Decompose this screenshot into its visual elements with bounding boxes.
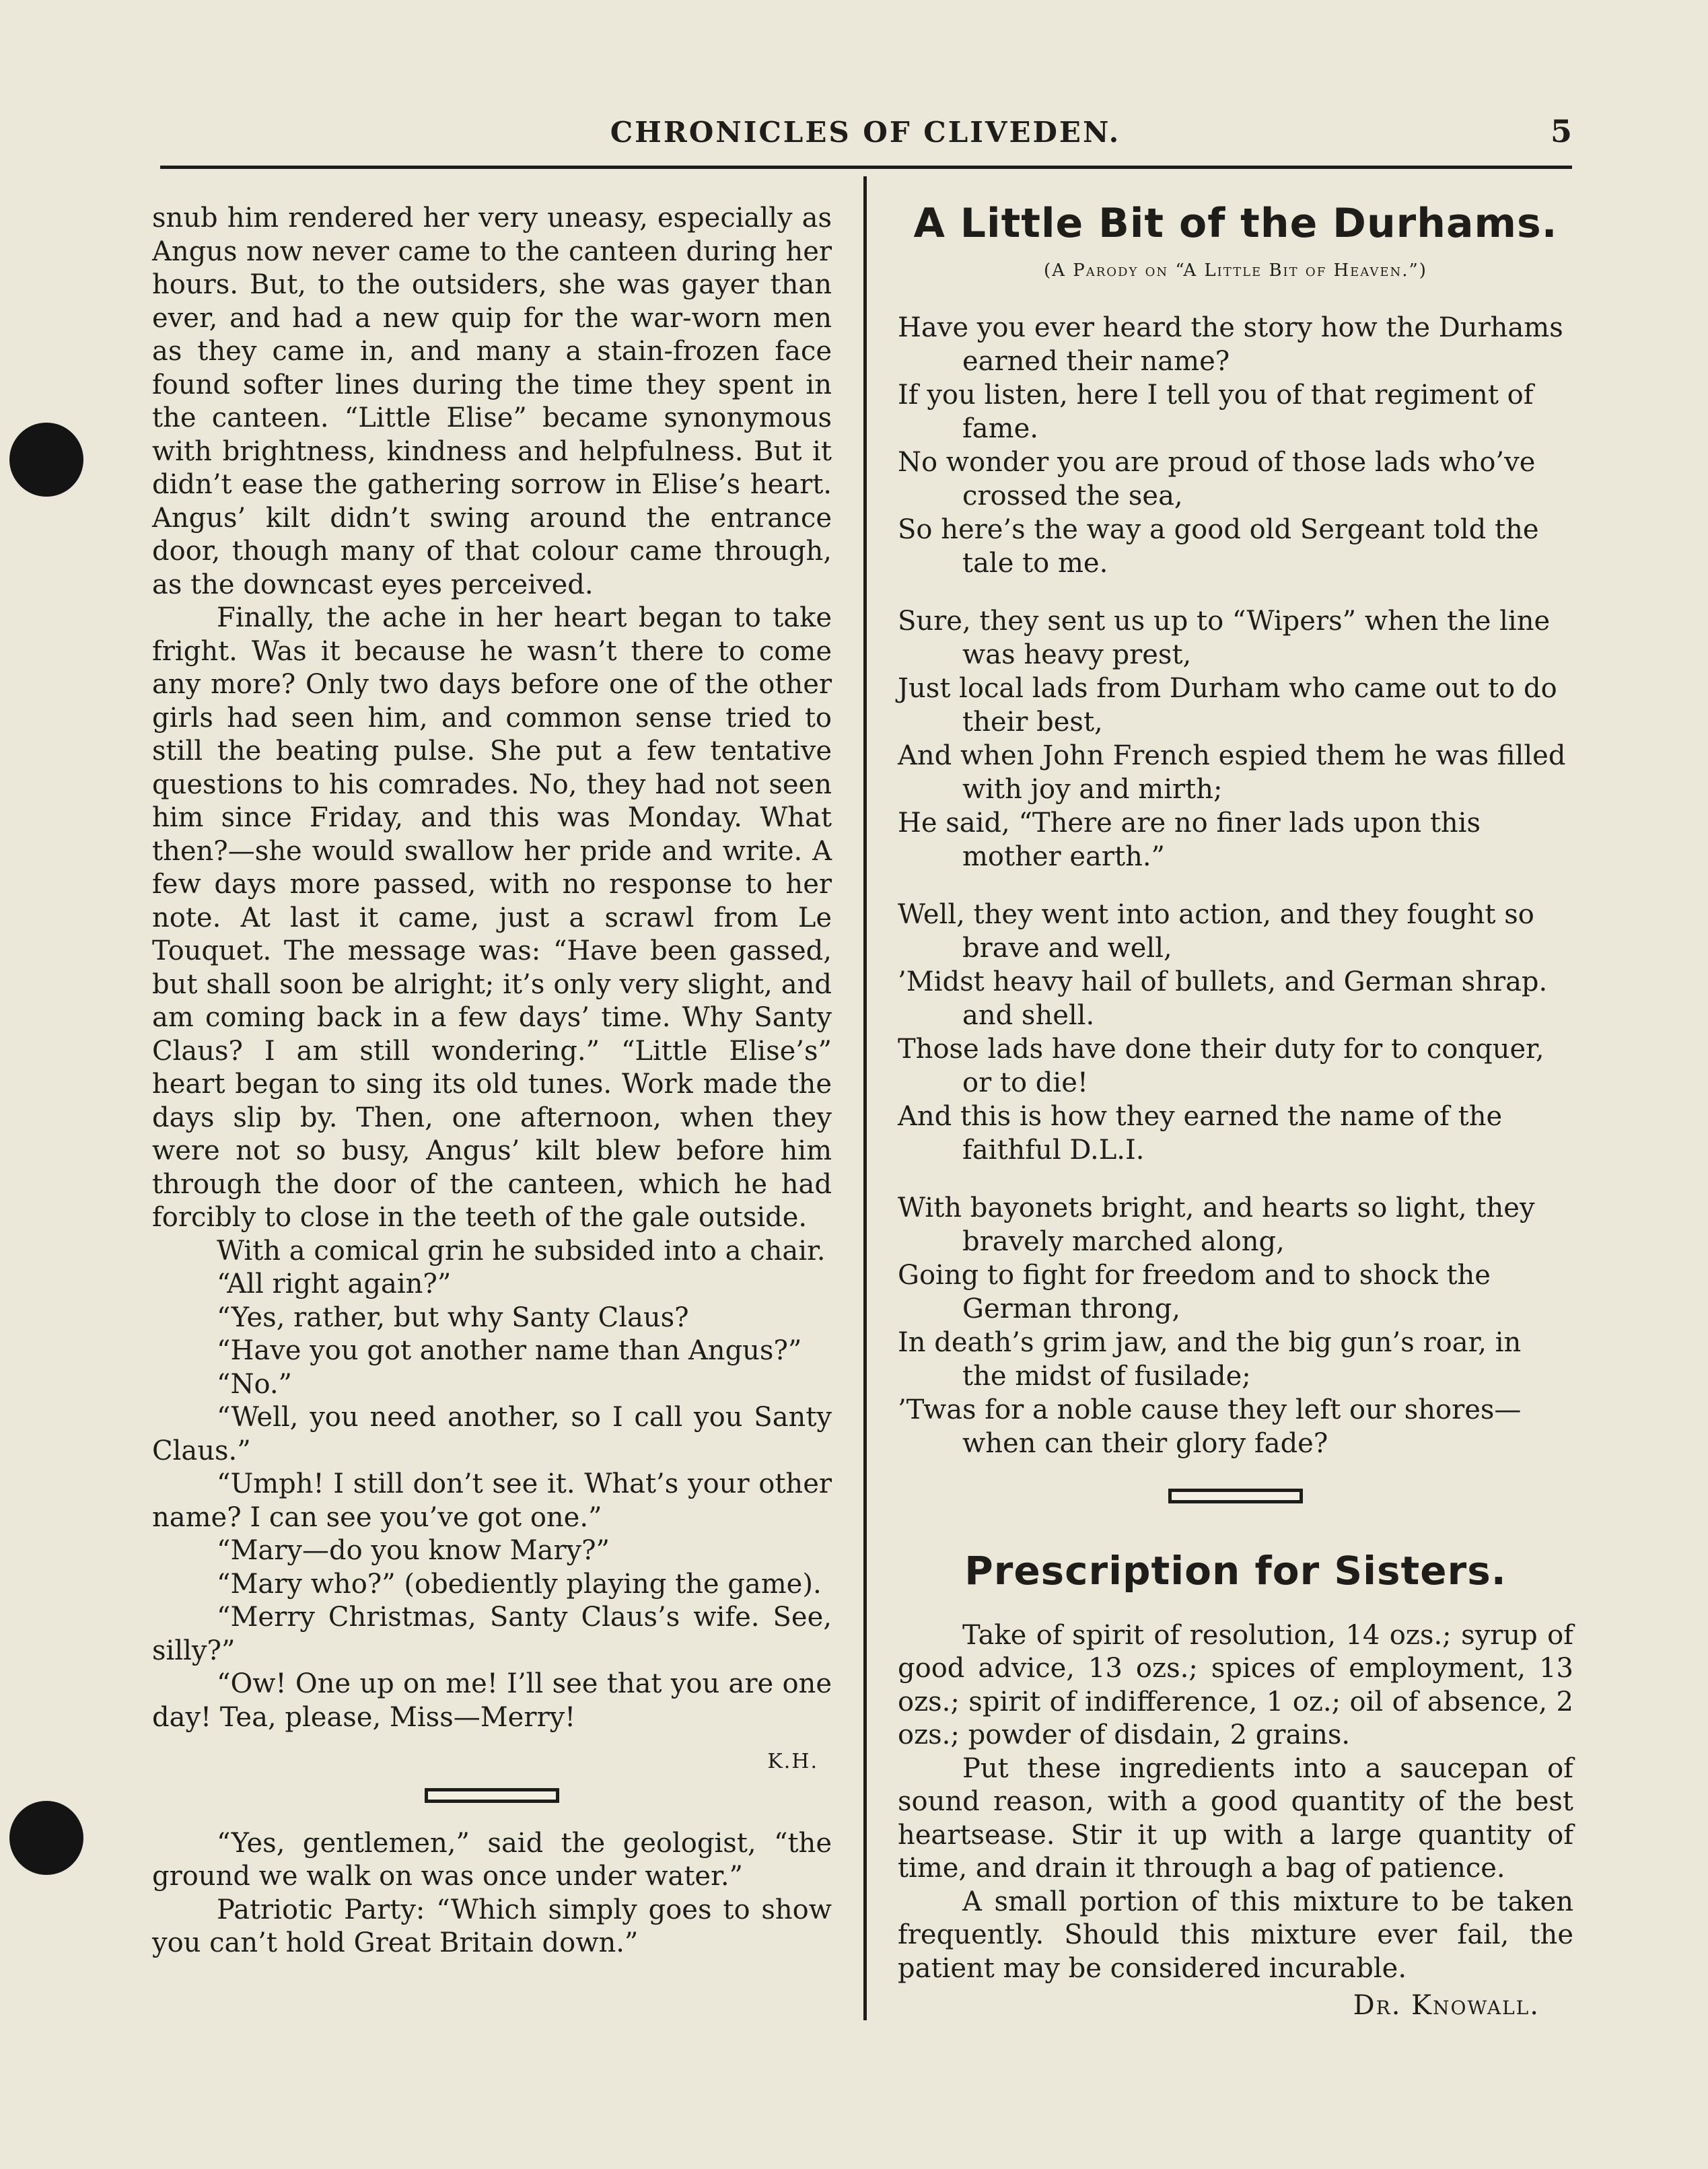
prescription-signature: Dr. Knowall.: [1353, 1990, 1540, 2021]
poem-line: Going to fight for freedom and to shock the German throng,: [898, 1259, 1491, 1324]
running-head: [159, 113, 1572, 167]
poem-line: And this is how they earned the name of the faithful D.L.I.: [898, 1100, 1503, 1166]
poem-subtitle: (A Parody on “A Little Bit of Heaven.”): [1044, 260, 1427, 281]
poem-line: He said, “There are no finer lads upon this mother earth.”: [898, 807, 1481, 872]
section-ornament: [1168, 1489, 1303, 1503]
poem-title: A Little Bit of the Durhams.: [913, 200, 1558, 247]
story-paragraph: “Ow! One up on me! I’ll see that you are one day! Tea, please, Miss—Merry!: [152, 1668, 832, 1733]
story-paragraph: With a comical grin he subsided into a chair.: [217, 1235, 826, 1267]
left-column: [152, 202, 832, 1960]
poem-line: So here’s the way a good old Sergeant told the tale to me.: [898, 513, 1539, 579]
poem-line: Have you ever heard the story how the Durhams earned their name?: [898, 312, 1563, 377]
poem-stanza: [898, 604, 1573, 874]
joke-paragraph: “Yes, gentlemen,” said the geologist, “the ground we walk on was once under water.”: [152, 1827, 832, 1892]
story-paragraph: “All right again?”: [217, 1269, 452, 1300]
story-paragraph: “Well, you need another, so I call you Santy Claus.”: [152, 1402, 832, 1466]
poem-line: In death’s grim jaw, and the big gun’s roar, in the midst of fusilade;: [898, 1326, 1522, 1392]
story-paragraph: snub him rendered her very uneasy, especially as Angus now never came to the canteen during her hours. But, to the outsiders, she was gayer than ever, and had a new quip for the war-worn men as they came in, and many a stain-frozen face found softer lines during the time they spent in the canteen. “Little Elise” became synonymous with brightness, kindness and helpfulness. But it didn’t ease the gathering sorrow in Elise’s heart. Angus’ kilt didn’t swing around the entrance door, though many of that colour came through, as the downcast eyes perceived.: [152, 203, 832, 600]
poem-stanza: [898, 1191, 1573, 1460]
section-ornament: [425, 1788, 559, 1803]
poem-line: ’Midst heavy hail of bullets, and German shrap. and shell.: [898, 966, 1548, 1031]
story-paragraph: Finally, the ache in her heart began to take fright. Was it because he wasn’t there to come any more? Only two days before one of the other girls had seen him, and common sense tried to still the beating pulse. She put a few tentative questions to his comrades. No, they had not seen him since Friday, and this was Monday. What then?—she would swallow her pride and write. A few days more passed, with no response to her note. At last it came, just a scrawl from Le Touquet. The message was: “Have been gassed, but shall soon be alright; it’s only very slight, and am coming back in a few days’ time. Why Santy Claus? I am still wondering.” “Little Elise’s” heart began to sing its old tunes. Work made the days slip by. Then, one afternoon, when they were not so busy, Angus’ kilt blew before him through the door of the canteen, which he had forcibly to close in the teeth of the gale outside.: [152, 602, 832, 1233]
header-rule: [160, 166, 1572, 169]
prescription-body: [898, 1619, 1573, 1986]
story-paragraph: “Merry Christmas, Santy Claus’s wife. See, silly?”: [152, 1602, 832, 1666]
poem-line: Sure, they sent us up to “Wipers” when the line was heavy prest,: [898, 605, 1551, 670]
poem-line: Those lads have done their duty for to conquer, or to die!: [898, 1033, 1544, 1098]
poem-line: ’Twas for a noble cause they left our shores— when can their glory fade?: [898, 1394, 1522, 1459]
poem-stanza: [898, 311, 1573, 580]
prescription-paragraph: Put these ingredients into a saucepan of sound reason, with a good quantity of the best heartsease. Stir it up with a large quantity of time, and drain it through a bag of patience.: [898, 1752, 1573, 1884]
poem-stanza: [898, 898, 1573, 1167]
publication-title: CHRONICLES OF CLIVEDEN.: [610, 116, 1121, 149]
column-divider: [863, 176, 867, 2020]
story-paragraph: “No.”: [217, 1368, 292, 1400]
binding-hole: [9, 423, 83, 497]
joke-text: [152, 1827, 832, 1960]
story-signature: K.H.: [767, 1750, 818, 1773]
prescription-paragraph: A small portion of this mixture to be taken frequently. Should this mixture ever fail, the patient may be considered incurable.: [898, 1886, 1573, 1984]
story-paragraph: “Mary—do you know Mary?”: [217, 1535, 610, 1566]
prescription-paragraph: Take of spirit of resolution, 14 ozs.; syrup of good advice, 13 ozs.; spices of employment, 13 ozs.; spirit of indifference, 1 oz.; oil of absence, 2 ozs.; powder of disdain, 2 grains.: [898, 1619, 1573, 1750]
story-paragraph: “Umph! I still don’t see it. What’s your other name? I can see you’ve got one.”: [152, 1468, 832, 1533]
story-paragraph: “Yes, rather, but why Santy Claus?: [217, 1302, 689, 1333]
poem-line: No wonder you are proud of those lads who’ve crossed the sea,: [898, 446, 1536, 511]
joke-paragraph: Patriotic Party: “Which simply goes to show you can’t hold Great Britain down.”: [152, 1894, 832, 1958]
binding-hole: [9, 1801, 83, 1875]
story-paragraph: “Have you got another name than Angus?”: [217, 1335, 802, 1366]
poem-body: [898, 311, 1573, 1460]
story-paragraph: “Mary who?” (obediently playing the game).: [217, 1568, 822, 1600]
poem-line: Just local lads from Durham who came out to do their best,: [898, 672, 1557, 738]
right-column: [898, 197, 1573, 2023]
poem-line: With bayonets bright, and hearts so light, they bravely marched along,: [898, 1192, 1535, 1257]
page-number: 5: [1550, 113, 1572, 149]
poem-line: If you listen, here I tell you of that regiment of fame.: [898, 379, 1534, 444]
prescription-title: Prescription for Sisters.: [964, 1547, 1507, 1594]
poem-line: And when John French espied them he was filled with joy and mirth;: [898, 740, 1566, 805]
story-text: [152, 202, 832, 1734]
poem-line: Well, they went into action, and they fought so brave and well,: [898, 898, 1534, 964]
